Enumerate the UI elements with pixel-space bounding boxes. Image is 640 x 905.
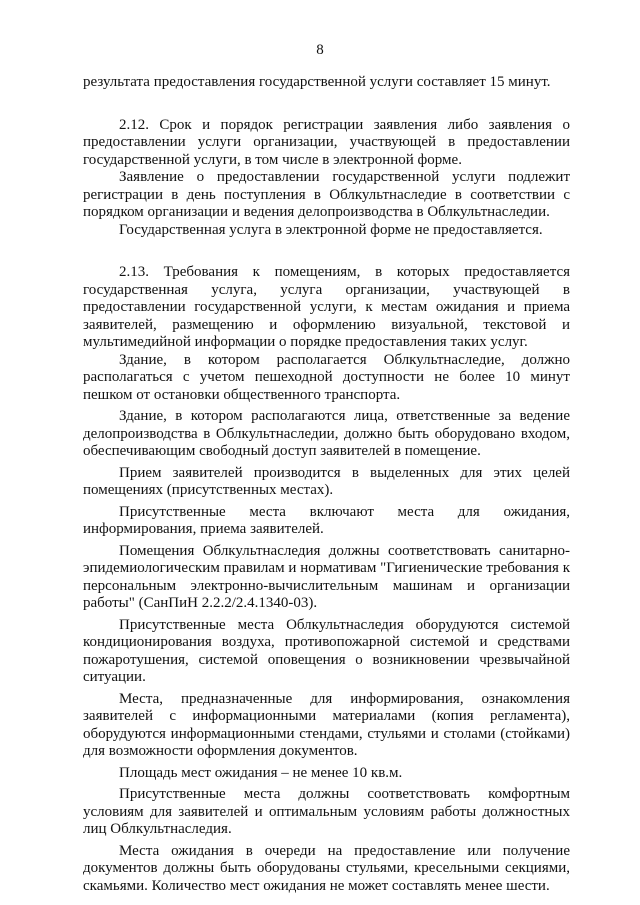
paragraph: Здание, в котором располагаются лица, ответственные за ведение делопроизводства в Облкультнаследии, должно быть оборудовано входом, обеспечивающим свободный доступ заявителей в помещение. (83, 408, 570, 459)
paragraph: Заявление о предоставлении государственной услуги подлежит регистрации в день поступления в Облкультнаследие в соответствии с порядком организации и ведения делопроизводства в Облкультнаследии. (83, 169, 570, 220)
section-heading-2-12: 2.12. Срок и порядок регистрации заявления либо заявления о предоставлении услуги организации, участвующей в предоставлении государственной услуги, в том числе в электронной форме. (83, 116, 570, 168)
paragraph: Помещения Облкультнаследия должны соответствовать санитарно-эпидемиологическим правилам и нормативам "Гигиенические требования к персональным электронно-вычислительным машинам и организации работы" (СанПиН 2.2.2/2.4.1340-03). (83, 542, 570, 611)
paragraph: Государственная услуга в электронной форме не предоставляется. (119, 221, 543, 238)
page-number: 8 (316, 42, 324, 58)
paragraph: Места, предназначенные для информирования, ознакомления заявителей с информационными материалами (копия регламента), оборудуются информационными стендами, стульями и столами (стойками) для возможности оформления документов. (83, 690, 570, 759)
paragraph: Здание, в котором располагается Облкультнаследие, должно располагаться с учетом пешеходной доступности не более 10 минут пешком от остановки общественного транспорта. (83, 351, 570, 403)
paragraph: Площадь мест ожидания – не менее 10 кв.м. (119, 764, 403, 781)
paragraph: Прием заявителей производится в выделенных для этих целей помещениях (присутственных местах). (83, 464, 570, 498)
paragraph-continuation: результата предоставления государственной услуги составляет 15 минут. (83, 74, 551, 90)
paragraph: Присутственные места включают места для ожидания, информирования, приема заявителей. (83, 503, 570, 537)
paragraph: Присутственные места Облкультнаследия оборудуются системой кондиционирования воздуха, противопожарной системой и средствами пожаротушения, системой оповещения о возникновении чрезвычайной ситуации. (83, 616, 570, 685)
document-body (83, 74, 570, 895)
section-heading-2-13: 2.13. Требования к помещениям, в которых предоставляется государственная услуга, услуга организации, участвующей в предоставлении государственной услуги, к местам ожидания и приема заявителей, размещению и оформлению визуальной, текстовой и мультимедийной информации о порядке предоставления таких услуг. (83, 264, 570, 350)
paragraph: Присутственные места должны соответствовать комфортным условиям для заявителей и оптимальным условиям работы должностных лиц Облкультнаследия. (83, 786, 570, 837)
paragraph: Места ожидания в очереди на предоставление или получение документов должны быть оборудованы стульями, кресельными секциями, скамьями. Количество мест ожидания не может составлять менее шести. (83, 842, 570, 894)
